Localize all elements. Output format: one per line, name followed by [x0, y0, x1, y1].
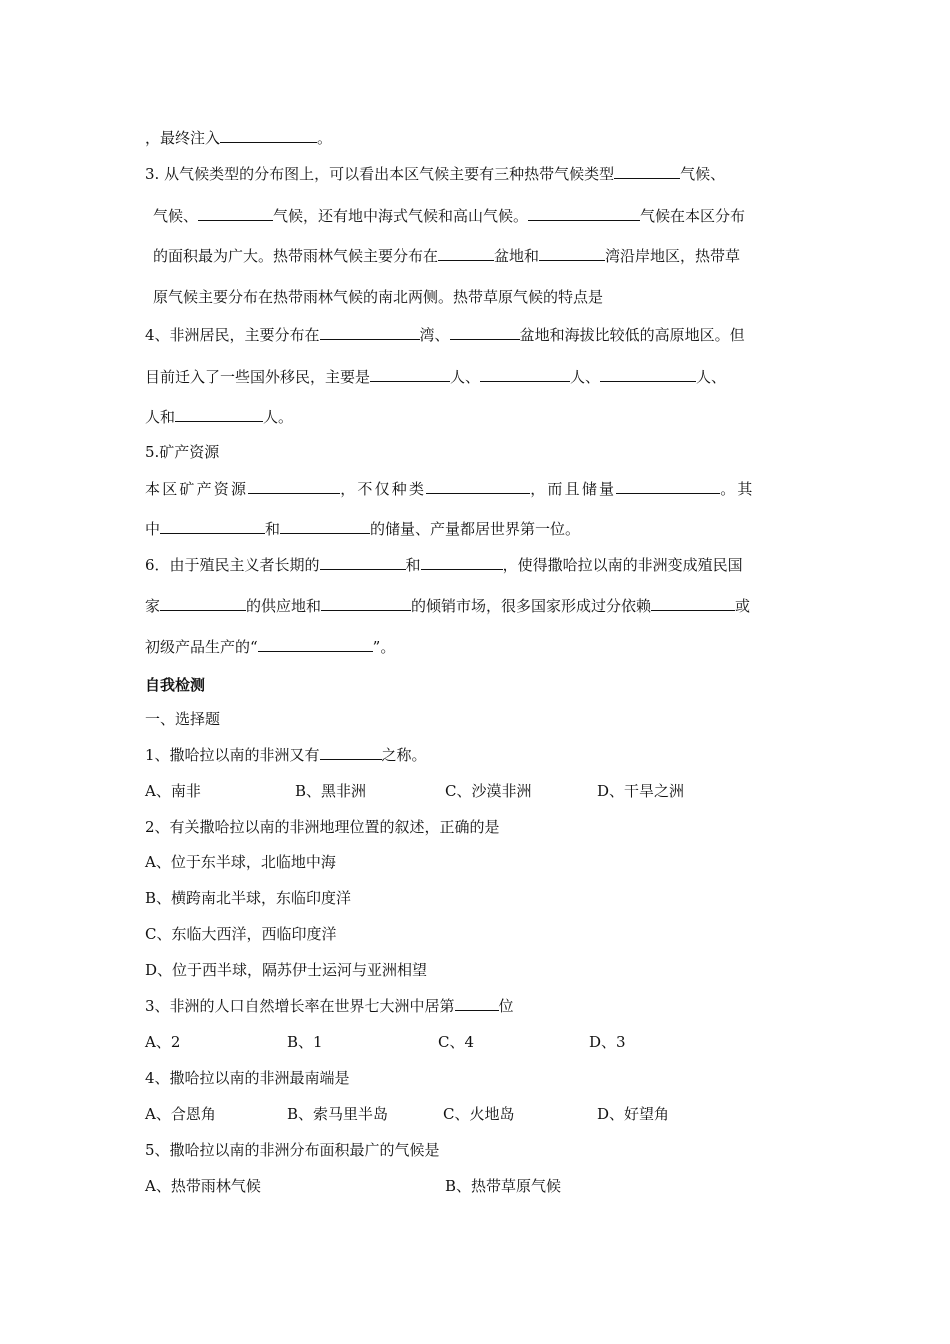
option-row: [145, 781, 684, 801]
option-row: [145, 1032, 626, 1052]
option-c[interactable]: C、火地岛: [443, 1105, 515, 1123]
fill-blank[interactable]: [370, 367, 450, 382]
option-a[interactable]: A、南非: [145, 782, 201, 800]
option-b[interactable]: B、热带草原气候: [445, 1177, 562, 1195]
q6-line-3: 初级产品生产的“ ”。: [145, 638, 396, 656]
self-test-heading: 自我检测: [145, 676, 206, 694]
q6-line-2: 家 的供应地和 的倾销市场，很多国家形成过分依赖 或: [145, 597, 751, 615]
q5-title: 5.矿产资源: [145, 443, 220, 461]
option-row: [145, 1104, 669, 1124]
fill-blank[interactable]: [320, 745, 382, 760]
fill-blank[interactable]: [258, 637, 373, 652]
q4-line-3: 人和 人。: [145, 408, 294, 426]
q3-line-1: 3. 从气候类型的分布图上，可以看出本区气候主要有三种热带气候类型 气候、: [145, 165, 726, 183]
fill-blank[interactable]: [455, 996, 499, 1011]
fill-blank[interactable]: [175, 407, 263, 422]
option-c[interactable]: C、沙漠非洲: [445, 782, 532, 800]
fill-blank[interactable]: [160, 519, 265, 534]
fill-blank[interactable]: [160, 596, 246, 611]
q5-line-1: 本区矿产资源 ，不仅种类 ，而且储量 。其: [145, 480, 755, 498]
section-title: 一、选择题: [145, 710, 221, 728]
option-c[interactable]: C、东临大西洋，西临印度洋: [145, 925, 337, 943]
fill-blank[interactable]: [280, 519, 370, 534]
question-stem: 4、撒哈拉以南的非洲最南端是: [145, 1069, 350, 1087]
q3-line-3: 的面积最为广大。热带雨林气候主要分布在 盆地和 湾沿岸地区，热带草: [153, 247, 741, 265]
fill-blank[interactable]: [321, 596, 411, 611]
fill-blank[interactable]: [616, 479, 720, 494]
fill-blank[interactable]: [539, 246, 605, 261]
q5-line-2: 中 和 的储量、产量都居世界第一位。: [145, 520, 581, 538]
fill-blank[interactable]: [438, 246, 494, 261]
option-c[interactable]: C、4: [438, 1033, 475, 1051]
fill-blank[interactable]: [426, 479, 530, 494]
option-a[interactable]: A、热带雨林气候: [145, 1177, 261, 1195]
question-stem: 1、撒哈拉以南的非洲又有 之称。: [145, 746, 427, 764]
option-row: [145, 1176, 561, 1196]
fill-blank[interactable]: [450, 325, 520, 340]
option-a[interactable]: A、2: [145, 1033, 181, 1051]
option-d[interactable]: D、位于西半球，隔苏伊士运河与亚洲相望: [145, 961, 428, 979]
q3-line-2: 气候、 气候，还有地中海式气候和高山气候。 气候在本区分布: [153, 207, 746, 225]
q4-line-2: 目前迁入了一些国外移民，主要是 人、 人、 人、: [145, 368, 727, 386]
question-stem: 3、非洲的人口自然增长率在世界七大洲中居第 位: [145, 997, 514, 1015]
q6-line-1: 6．由于殖民主义者长期的 和 ，使得撒哈拉以南的非洲变成殖民国: [145, 556, 743, 574]
fill-blank[interactable]: [600, 367, 696, 382]
option-b[interactable]: B、黑非洲: [295, 782, 367, 800]
option-d[interactable]: D、好望角: [597, 1105, 670, 1123]
q4-line-1: 4、非洲居民，主要分布在 湾、 盆地和海拔比较低的高原地区。但: [145, 326, 745, 344]
fill-blank[interactable]: [480, 367, 570, 382]
fill-blank[interactable]: [220, 128, 317, 143]
option-b[interactable]: B、1: [287, 1033, 323, 1051]
fill-blank[interactable]: [614, 164, 680, 179]
fill-blank[interactable]: [320, 325, 420, 340]
option-d[interactable]: D、干旱之洲: [597, 782, 685, 800]
option-b[interactable]: B、横跨南北半球，东临印度洋: [145, 889, 352, 907]
fill-blank[interactable]: [421, 555, 503, 570]
question-stem: 2、有关撒哈拉以南的非洲地理位置的叙述，正确的是: [145, 818, 500, 836]
fill-blank[interactable]: [528, 206, 640, 221]
fill-blank[interactable]: [320, 555, 406, 570]
option-b[interactable]: B、索马里半岛: [287, 1105, 389, 1123]
option-a[interactable]: A、合恩角: [145, 1105, 216, 1123]
line-final-inflow: ，最终注入 。: [145, 129, 333, 147]
question-stem: 5、撒哈拉以南的非洲分布面积最广的气候是: [145, 1141, 440, 1159]
option-d[interactable]: D、3: [589, 1033, 626, 1051]
fill-blank[interactable]: [248, 479, 340, 494]
option-a[interactable]: A、位于东半球，北临地中海: [145, 853, 336, 871]
fill-blank[interactable]: [198, 206, 273, 221]
q3-line-4: 原气候主要分布在热带雨林气候的南北两侧。热带草原气候的特点是: [153, 288, 604, 306]
fill-blank[interactable]: [651, 596, 735, 611]
